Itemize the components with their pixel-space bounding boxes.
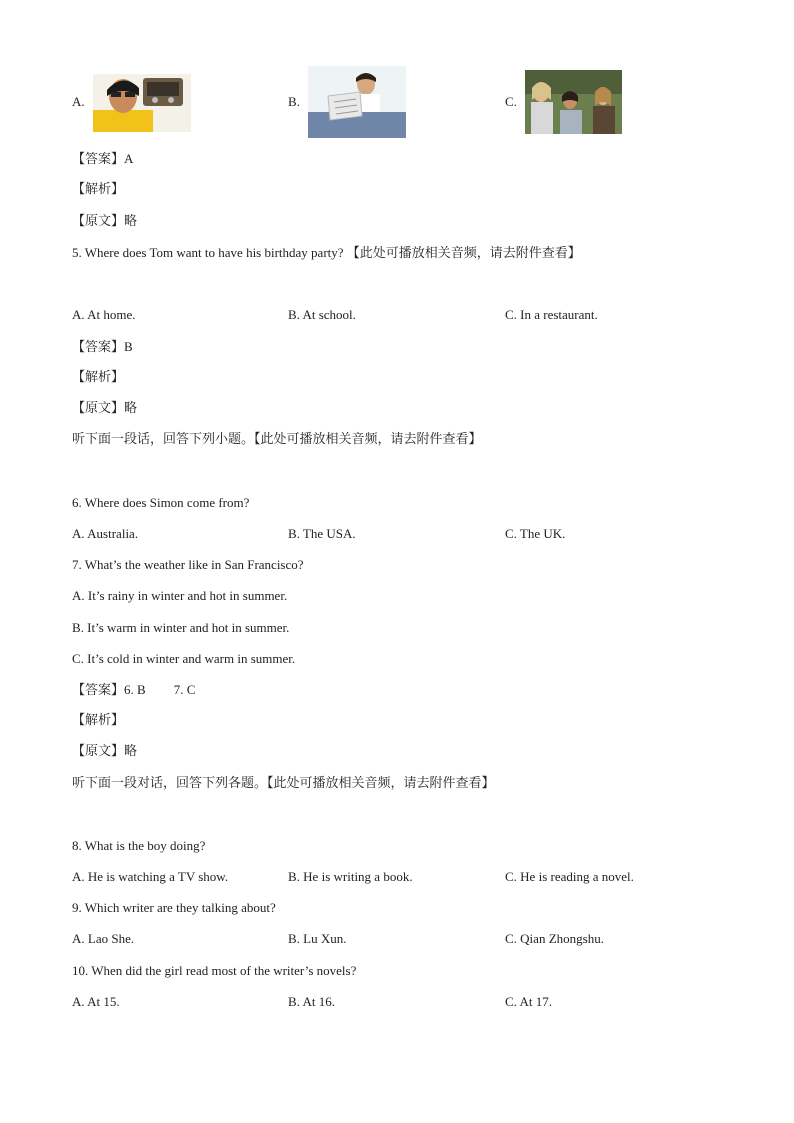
q5-original [72,401,137,417]
audio-note[interactable]: 【此处可播放相关音频，请去附件查看】 [346,246,581,261]
q5-option-b: B. At school. [288,307,356,322]
q4-answer [72,151,133,168]
original-value: 略 [124,744,138,759]
q8-option-b: B. He is writing a book. [288,869,413,884]
original-value: 略 [124,401,138,416]
q4-analysis-label: 【解析】 [72,182,125,197]
q8-question: 8. What is the boy doing? [72,838,206,853]
q5-option-a: A. At home. [72,307,136,322]
answer-label: 【答案】 [72,340,125,355]
q9-option-c: C. Qian Zhongshu. [505,931,604,946]
q6-option-b: B. The USA. [288,526,356,541]
q9-option-b: B. Lu Xun. [288,931,347,946]
q4-option-b-label: B. [288,94,300,109]
original-value: 略 [124,214,138,229]
answer-value: A [124,151,134,166]
man-with-radio-photo [93,74,191,132]
q5-answer [72,339,133,356]
man-reading-newspaper-photo [308,66,406,138]
q4-option-c-label: C. [505,94,517,109]
q10-option-c: C. At 17. [505,994,552,1009]
answer-label: 【答案】 [72,683,125,698]
q9-question: 9. Which writer are they talking about? [72,900,276,915]
answer-value-6: 6. B [124,682,146,697]
women-chatting-photo [525,70,622,134]
q7-option-c: C. It’s cold in winter and warm in summer. [72,651,296,666]
original-label: 【原文】 [72,744,125,759]
answer-label: 【答案】 [72,152,125,167]
original-label: 【原文】 [72,401,125,416]
q6-option-a: A. Australia. [72,526,139,541]
q8-option-c: C. He is reading a novel. [505,869,634,884]
q10-question: 10. When did the girl read most of the writer’s novels? [72,963,357,978]
q6-option-c: C. The UK. [505,526,566,541]
answer-value: B [124,339,133,354]
q6-question: 6. Where does Simon come from? [72,495,250,510]
q67-analysis-label: 【解析】 [72,713,125,728]
q4-option-a-label: A. [72,94,85,109]
q5-option-c: C. In a restaurant. [505,307,598,322]
q8-option-a: A. He is watching a TV show. [72,869,229,884]
answer-value-7: 7. C [173,682,196,697]
q5-question-text: 5. Where does Tom want to have his birthday party? [72,245,344,260]
q9-option-a: A. Lao She. [72,931,135,946]
q7-option-b: B. It’s warm in winter and hot in summer. [72,620,290,635]
section1-instruction[interactable]: 听下面一段话，回答下列小题。【此处可播放相关音频，请去附件查看】 [72,432,482,447]
q67-original [72,744,137,760]
q5-question [72,245,581,262]
section2-instruction[interactable]: 听下面一段对话，回答下列各题。【此处可播放相关音频，请去附件查看】 [72,776,495,791]
original-label: 【原文】 [72,214,125,229]
q7-option-a: A. It’s rainy in winter and hot in summer. [72,588,288,603]
q5-analysis-label: 【解析】 [72,370,125,385]
q7-question: 7. What’s the weather like in San Francisco? [72,557,304,572]
q4-original [72,214,137,230]
q67-answer [72,682,195,699]
q10-option-b: B. At 16. [288,994,335,1009]
q10-option-a: A. At 15. [72,994,120,1009]
